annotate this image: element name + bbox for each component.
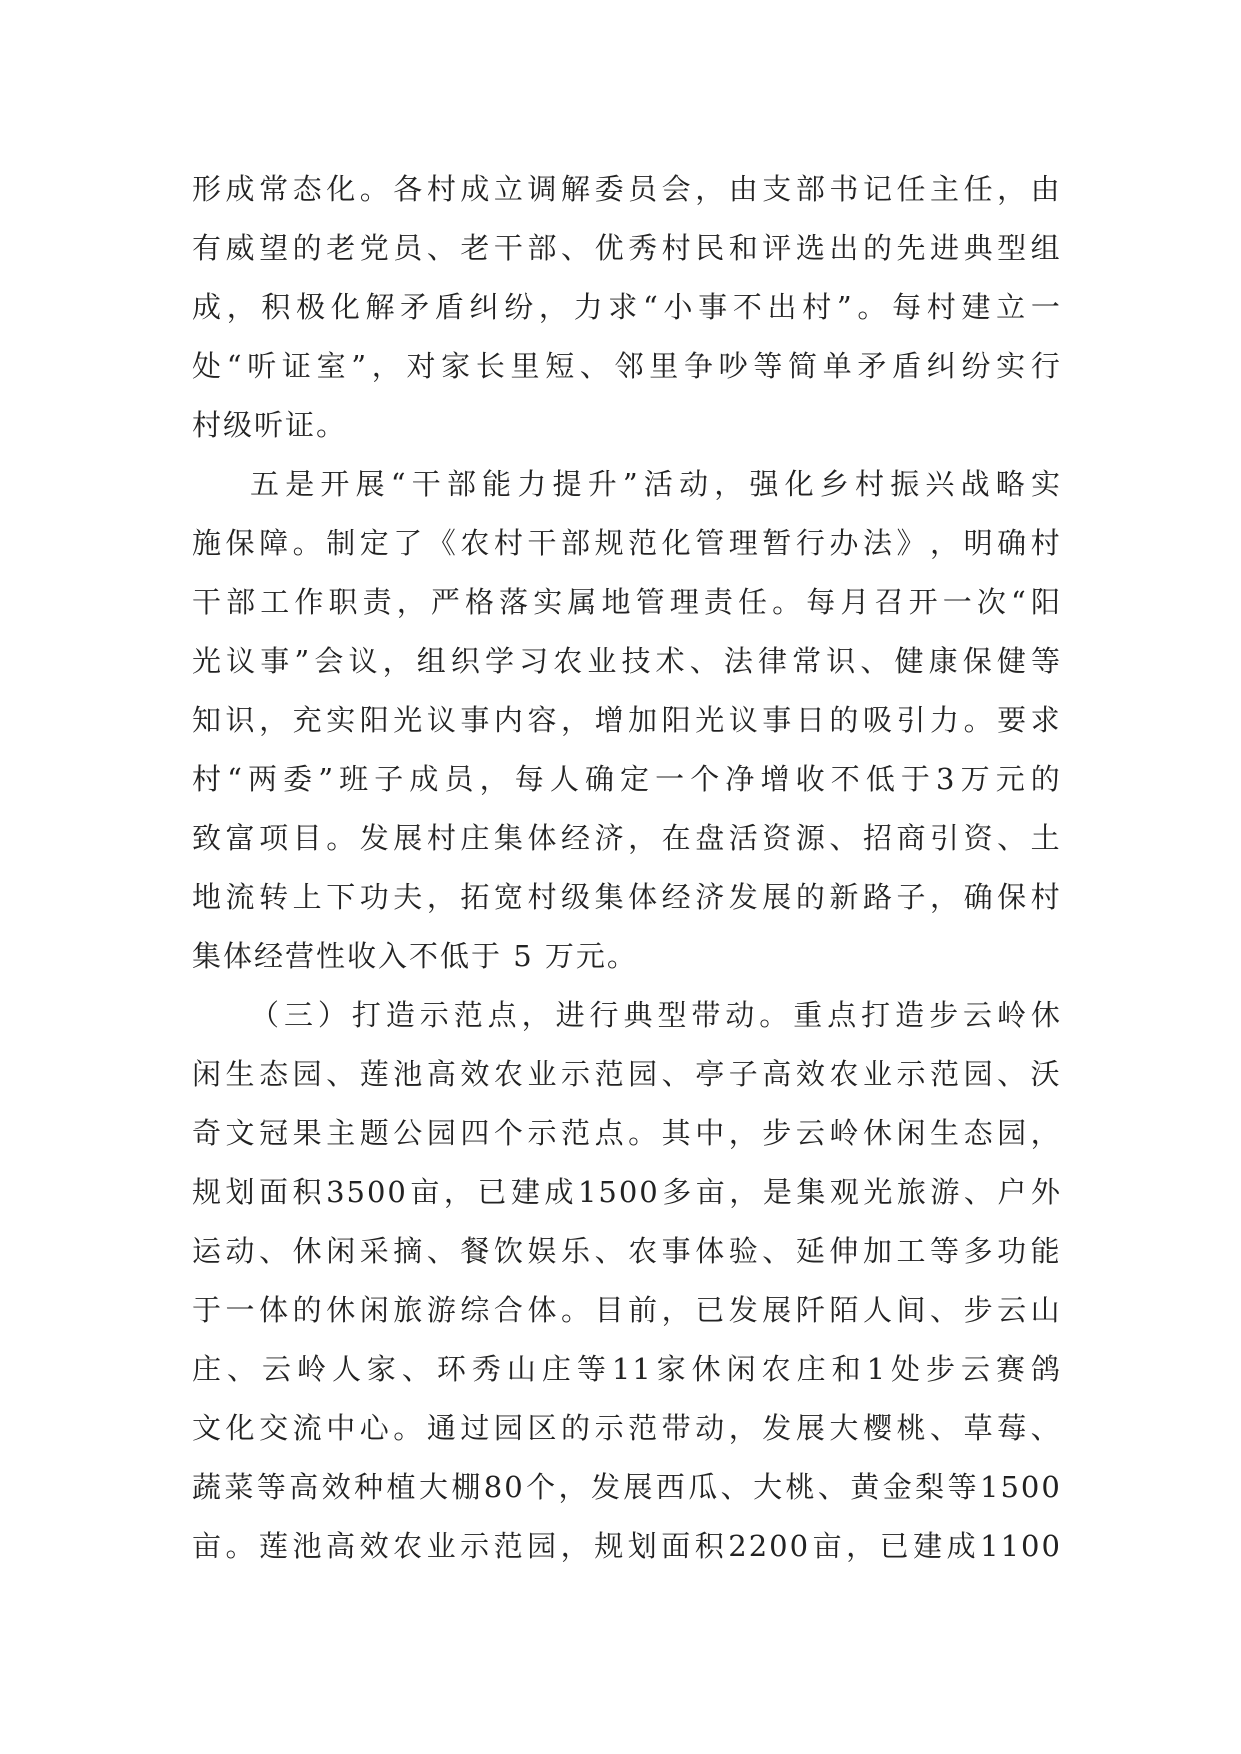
text-line: 村 “ 两 委 ” 班 子 成 员 ， 每 人 确 定 一 个 净 增 收 不 低 于 3 万 元 的 bbox=[192, 762, 1062, 796]
text-line: 规 划 面 积 3500 亩 ， 已 建 成 1500 多 亩 ， 是 集 观 光 旅 游 、 户 外 bbox=[192, 1175, 1062, 1209]
text-line: （ 三 ） 打 造 示 范 点 ， 进 行 典 型 带 动 。 重 点 打 造 步 云 岭 休 bbox=[250, 998, 1062, 1032]
text-line: 地 流 转 上 下 功 夫 ， 拓 宽 村 级 集 体 经 济 发 展 的 新 路 子 ， 确 保 村 bbox=[192, 880, 1062, 914]
text-line: 闲 生 态 园 、 莲 池 高 效 农 业 示 范 园 、 亭 子 高 效 农 业 示 范 园 、 沃 bbox=[192, 1057, 1062, 1091]
text-line: 集体经营性收入不低于 5 万元。 bbox=[192, 939, 638, 973]
text-line: 致 富 项 目 。 发 展 村 庄 集 体 经 济 ， 在 盘 活 资 源 、 招 商 引 资 、 土 bbox=[192, 821, 1062, 855]
text-line: 于 一 体 的 休 闲 旅 游 综 合 体 。 目 前 ， 已 发 展 阡 陌 人 间 、 步 云 山 bbox=[192, 1293, 1062, 1327]
text-line: 运 动 、 休 闲 采 摘 、 餐 饮 娱 乐 、 农 事 体 验 、 延 伸 加 工 等 多 功 能 bbox=[192, 1234, 1062, 1268]
text-line: 干 部 工 作 职 责 ， 严 格 落 实 属 地 管 理 责 任 。 每 月 召 开 一 次 “ 阳 bbox=[192, 585, 1062, 619]
document-body bbox=[192, 160, 1062, 1576]
text-line: 施 保 障 。 制 定 了 《 农 村 干 部 规 范 化 管 理 暂 行 办 法 》 ， 明 确 村 bbox=[192, 526, 1062, 560]
text-line: 光 议 事 ” 会 议 ， 组 织 学 习 农 业 技 术 、 法 律 常 识 、 健 康 保 健 等 bbox=[192, 644, 1062, 678]
text-line: 成 ， 积 极 化 解 矛 盾 纠 纷 ， 力 求 “ 小 事 不 出 村 ” 。 每 村 建 立 一 bbox=[192, 290, 1062, 324]
text-line: 村级听证。 bbox=[192, 408, 348, 442]
text-line: 文 化 交 流 中 心 。 通 过 园 区 的 示 范 带 动 ， 发 展 大 樱 桃 、 草 莓 、 bbox=[192, 1411, 1062, 1445]
text-line: 奇 文 冠 果 主 题 公 园 四 个 示 范 点 。 其 中 ， 步 云 岭 休 闲 生 态 园 ， bbox=[192, 1116, 1062, 1150]
text-line: 有 威 望 的 老 党 员 、 老 干 部 、 优 秀 村 民 和 评 选 出 的 先 进 典 型 组 bbox=[192, 231, 1062, 265]
text-line: 处 “ 听 证 室 ” ， 对 家 长 里 短 、 邻 里 争 吵 等 简 单 矛 盾 纠 纷 实 行 bbox=[192, 349, 1062, 383]
text-line: 庄 、 云 岭 人 家 、 环 秀 山 庄 等 11 家 休 闲 农 庄 和 1 处 步 云 赛 鸽 bbox=[192, 1352, 1062, 1386]
text-line: 亩 。 莲 池 高 效 农 业 示 范 园 ， 规 划 面 积 2200 亩 ， 已 建 成 1100 bbox=[192, 1529, 1062, 1563]
text-line: 知 识 ， 充 实 阳 光 议 事 内 容 ， 增 加 阳 光 议 事 日 的 吸 引 力 。 要 求 bbox=[192, 703, 1062, 737]
text-line: 蔬 菜 等 高 效 种 植 大 棚 80 个 ， 发 展 西 瓜 、 大 桃 、 黄 金 梨 等 1500 bbox=[192, 1470, 1062, 1504]
text-line: 形 成 常 态 化 。 各 村 成 立 调 解 委 员 会 ， 由 支 部 书 记 任 主 任 ， 由 bbox=[192, 172, 1062, 206]
text-line: 五 是 开 展 “ 干 部 能 力 提 升 ” 活 动 ， 强 化 乡 村 振 兴 战 略 实 bbox=[250, 467, 1062, 501]
